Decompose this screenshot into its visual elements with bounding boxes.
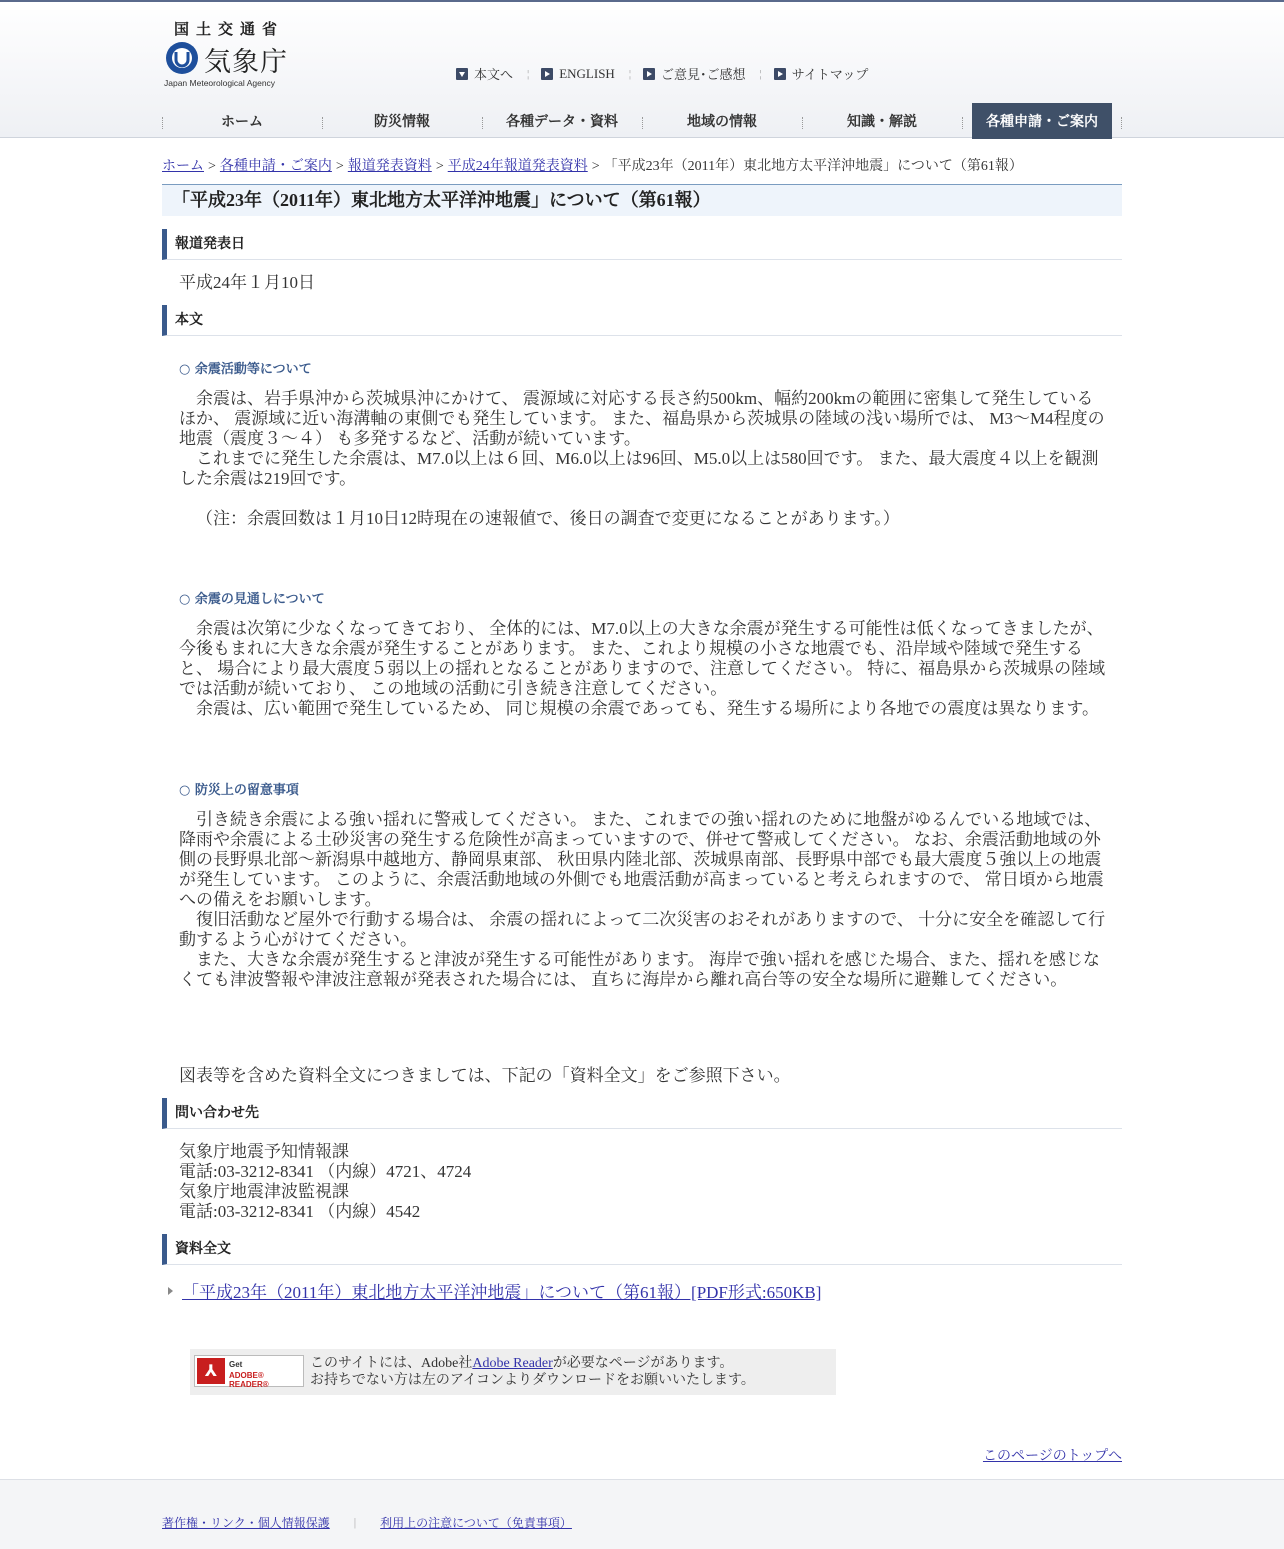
- note-aftershock-count: （注：余震回数は１月10日12時現在の速報値で、後日の調査で変更になることがあります。）: [196, 509, 900, 528]
- breadcrumb-link-applications[interactable]: 各種申請・ご案内: [219, 159, 332, 174]
- agency-name-english: Japan Meteorological Agency: [164, 78, 276, 88]
- site-header: [0, 0, 1284, 138]
- pdf-download-link[interactable]: 「平成23年（2011年）東北地方太平洋沖地震」について（第61報）[PDF形式:650KB]: [182, 1283, 822, 1302]
- nav-knowledge[interactable]: 知識・解説: [802, 103, 962, 139]
- breadcrumb-link-press-h24[interactable]: 平成24年報道発表資料: [447, 159, 588, 174]
- nav-home[interactable]: ホーム: [162, 103, 322, 139]
- site-logo[interactable]: [164, 18, 288, 90]
- pdf-link-row: [168, 1278, 821, 1303]
- util-link-english[interactable]: ENGLISH: [541, 66, 615, 82]
- arrow-right-icon: [643, 68, 655, 80]
- paragraph-precautions-1: 引き続き余震による強い揺れに警戒してください。 また、これまでの強い揺れのために地盤がゆるんでいる地域では、降雨や余震による土砂災害の発生する危険性が高まっていますので、併せて警戒してください。 なお、余震活動地域の外側の長野県北部～新潟県中越地方、静岡県東部、 秋田県内陸北部、茨城県南部、長野県中部でも最大震度５強以上の地震が発生しています。 このように、余震活動地域の外側でも地震活動が高まっていると考えられますので、 常日頃から地震への備えをお願いします。: [179, 810, 1104, 909]
- adobe-reader-notice: [190, 1349, 836, 1395]
- arrow-right-icon: [168, 1287, 173, 1295]
- util-link-feedback[interactable]: ご意見･ご感想: [643, 64, 746, 83]
- arrow-right-icon: [541, 68, 553, 80]
- release-date: 平成24年１月10日: [179, 273, 315, 292]
- util-link-sitemap[interactable]: サイトマップ: [774, 64, 869, 83]
- page-title: 「平成23年（2011年）東北地方太平洋沖地震」について（第61報）: [162, 184, 1122, 216]
- jma-emblem-icon: [164, 40, 200, 76]
- get-adobe-reader-button[interactable]: ⅄ Get ADOBE® READER®: [194, 1355, 304, 1387]
- arrow-right-icon: [774, 68, 786, 80]
- breadcrumb-link-home[interactable]: ホーム: [162, 159, 204, 174]
- section-heading-body: 本文: [162, 305, 1122, 336]
- contact-phone-1: 電話:03-3212-8341 （内線）4721、4724: [179, 1162, 472, 1181]
- breadcrumb-current: 「平成23年（2011年）東北地方太平洋沖地震」について（第61報）: [603, 159, 1023, 174]
- breadcrumb: ホーム > 各種申請・ご案内 > 報道発表資料 > 平成24年報道発表資料 > 「平成23年（2011年）東北地方太平洋沖地震」について（第61報）: [162, 159, 1023, 174]
- back-to-top-link[interactable]: このページのトップへ: [982, 1449, 1122, 1464]
- global-nav: [162, 103, 1122, 139]
- adobe-pdf-icon: ⅄: [197, 1358, 225, 1384]
- adobe-notice-text: このサイトには、Adobe社Adobe Readerが必要なページがあります。 お持ちでない方は左のアイコンよりダウンロードをお願いいたします。: [310, 1356, 755, 1388]
- agency-name: 気象庁: [204, 47, 288, 78]
- paragraph-precautions-2: 復旧活動など屋外で行動する場合は、 余震の揺れによって二次災害のおそれがありますので、 十分に安全を確認して行動するよう心がけてください。: [179, 910, 1106, 949]
- site-footer: 著作権・リンク・個人情報保護 | 利用上の注意について（免責事項）: [0, 1479, 1284, 1549]
- breadcrumb-link-press[interactable]: 報道発表資料: [347, 159, 432, 174]
- utility-nav: 本文へ ¦ ENGLISH ¦ ご意見･ご感想 ¦ サイトマップ: [456, 64, 868, 83]
- section-heading-fulltext: 資料全文: [162, 1234, 1122, 1265]
- paragraph-outlook-1: 余震は次第に少なくなってきており、 全体的には、M7.0以上の大きな余震が発生する可能性は低くなってきましたが、 今後もまれに大きな余震が発生することがあります。 また、これより規模の小さな地震でも、沿岸域や陸域で発生すると、 場合により最大震度５弱以上の揺れとなることがありますので、注意してください。 特に、福島県から茨城県の陸域では活動が続いており、 この地域の活動に引き続き注意してください。: [179, 619, 1106, 698]
- contact-phone-2: 電話:03-3212-8341 （内線）4542: [179, 1202, 421, 1221]
- contact-info: [179, 1142, 1109, 1222]
- ministry-name: 国土交通省: [174, 20, 285, 38]
- paragraph-precautions-3: また、大きな余震が発生すると津波が発生する可能性があります。 海岸で強い揺れを感じた場合、また、揺れを感じなくても津波警報や津波注意報が発表された場合には、 直ちに海岸から離れ高台等の安全な場所に避難してください。: [179, 950, 1100, 989]
- util-link-skip[interactable]: 本文へ: [456, 64, 513, 83]
- paragraph-aftershock-2: これまでに発生した余震は、M7.0以上は６回、M6.0以上は96回、M5.0以上は580回です。 また、最大震度４以上を観測した余震は219回です。: [179, 449, 1099, 488]
- contact-dept-1: 気象庁地震予知情報課: [179, 1142, 349, 1161]
- paragraph-outlook-2: 余震は、広い範囲で発生しているため、 同じ規模の余震であっても、発生する場所により各地での震度は異なります。: [179, 699, 1100, 718]
- section-heading-contact: 問い合わせ先: [162, 1098, 1122, 1129]
- nav-applications[interactable]: 各種申請・ご案内: [962, 103, 1122, 139]
- subheading-aftershock-activity: ○ 余震活動等について: [179, 362, 312, 377]
- adobe-reader-link[interactable]: Adobe Reader: [472, 1356, 553, 1371]
- nav-regional[interactable]: 地域の情報: [642, 103, 802, 139]
- footer-link-copyright[interactable]: 著作権・リンク・個人情報保護: [162, 1516, 330, 1530]
- nav-data[interactable]: 各種データ・資料: [482, 103, 642, 139]
- subheading-outlook: ○ 余震の見通しについて: [179, 592, 325, 607]
- subheading-precautions: ○ 防災上の留意事項: [179, 783, 299, 798]
- paragraph-aftershock-1: 余震は、岩手県沖から茨城県沖にかけて、 震源域に対応する長さ約500km、幅約200kmの範囲に密集して発生しているほか、 震源域に近い海溝軸の東側でも発生しています。 また、福島県から茨城県の陸域の浅い場所では、 M3～M4程度の地震（震度３～４） も多発するなど、活動が続いています。: [179, 389, 1105, 448]
- section-heading-date: 報道発表日: [162, 229, 1122, 260]
- contact-dept-2: 気象庁地震津波監視課: [179, 1182, 349, 1201]
- footer-link-disclaimer[interactable]: 利用上の注意について（免責事項）: [380, 1516, 572, 1530]
- nav-disaster-info[interactable]: 防災情報: [322, 103, 482, 139]
- arrow-down-icon: [456, 68, 468, 80]
- closing-note: 図表等を含めた資料全文につきましては、下記の「資料全文」をご参照下さい。: [179, 1066, 791, 1085]
